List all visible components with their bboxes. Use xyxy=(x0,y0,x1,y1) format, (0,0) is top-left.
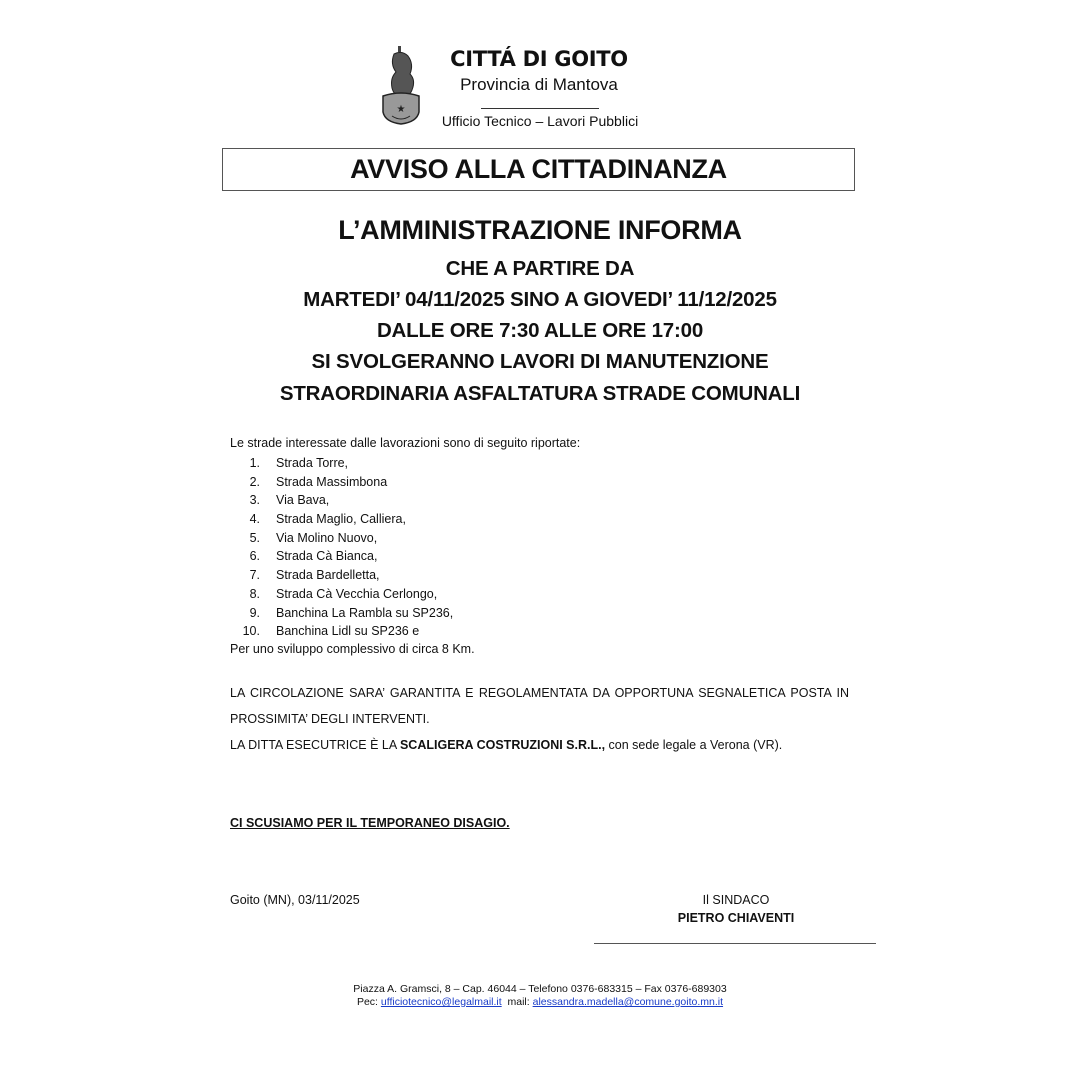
street-item xyxy=(230,604,453,623)
company-name: SCALIGERA COSTRUZIONI S.R.L., xyxy=(399,738,606,752)
street-item xyxy=(230,585,453,604)
street-number: 7. xyxy=(249,568,260,583)
street-item xyxy=(230,566,453,585)
street-name: Banchina La Rambla su SP236, xyxy=(276,605,454,620)
street-item xyxy=(230,547,453,566)
street-name: Strada Cà Bianca, xyxy=(276,549,378,564)
street-number: 1. xyxy=(249,456,260,470)
mail-email-link[interactable]: alessandra.madella@comune.goito.mn.it xyxy=(532,996,724,1008)
signature-role: Il SINDACO xyxy=(702,893,770,907)
street-item xyxy=(230,622,453,641)
street-name: Strada Torre, xyxy=(276,456,349,470)
street-name: Via Molino Nuovo, xyxy=(276,530,378,545)
headline-dates: MARTEDI’ 04/11/2025 SINO A GIOVEDI’ 11/12/2025 xyxy=(303,288,777,311)
headline-line: STRAORDINARIA ASFALTATURA STRADE COMUNALI xyxy=(279,382,801,405)
street-number: 5. xyxy=(249,530,260,545)
pec-email-link[interactable]: ufficiotecnico@legalmail.it xyxy=(380,996,502,1008)
notice-title-box xyxy=(222,148,855,191)
street-number: 8. xyxy=(249,586,260,601)
footer-contacts xyxy=(0,996,1080,1008)
signature-line xyxy=(594,943,876,944)
headline-line: SI SVOLGERANNO LAVORI DI MANUTENZIONE xyxy=(311,350,769,373)
street-number: 2. xyxy=(249,474,260,489)
headline-hours: DALLE ORE 7:30 ALLE ORE 17:00 xyxy=(376,319,704,342)
headline-main: L’AMMINISTRAZIONE INFORMA xyxy=(338,215,742,245)
apology: CI SCUSIAMO PER IL TEMPORANEO DISAGIO. xyxy=(230,816,510,830)
street-number: 10. xyxy=(242,624,260,639)
office-name: Ufficio Tecnico – Lavori Pubblici xyxy=(441,113,639,129)
header-divider xyxy=(481,108,599,109)
company-notice xyxy=(230,738,782,752)
street-name: Strada Bardelletta, xyxy=(276,568,380,583)
province-name: Provincia di Mantova xyxy=(460,75,618,94)
mail-label: mail: xyxy=(507,996,533,1008)
street-item xyxy=(230,529,453,548)
place-date: Goito (MN), 03/11/2025 xyxy=(230,893,360,907)
traffic-notice-line1: LA CIRCOLAZIONE SARA’ GARANTITA E REGOLAMENTATA DA OPPORTUNA SEGNALETICA POSTA IN xyxy=(230,686,849,700)
street-number: 6. xyxy=(249,549,260,564)
total-length: Per uno sviluppo complessivo di circa 8 Km. xyxy=(230,642,475,656)
street-number: 3. xyxy=(249,493,260,508)
pec-label: Pec: xyxy=(356,996,381,1008)
svg-text:★: ★ xyxy=(396,104,406,115)
street-name: Strada Massimbona xyxy=(276,474,388,489)
street-item xyxy=(230,473,453,492)
street-name: Banchina Lidl su SP236 e xyxy=(276,624,420,639)
footer-address: Piazza A. Gramsci, 8 – Cap. 46044 – Telefono 0376-683315 – Fax 0376-689303 xyxy=(353,983,727,995)
street-item xyxy=(230,454,453,473)
company-prefix: LA DITTA ESECUTRICE È LA xyxy=(230,738,400,752)
street-name: Via Bava, xyxy=(276,493,330,508)
company-suffix: con sede legale a Verona (VR). xyxy=(605,738,783,752)
street-item xyxy=(230,510,453,529)
street-list xyxy=(230,454,453,641)
street-item xyxy=(230,491,453,510)
streets-intro: Le strade interessate dalle lavorazioni sono di seguito riportate: xyxy=(230,436,581,450)
street-number: 4. xyxy=(249,512,260,527)
notice-title: AVVISO ALLA CITTADINANZA xyxy=(350,154,727,184)
coat-of-arms-logo xyxy=(380,44,422,126)
street-name: Strada Cà Vecchia Cerlongo, xyxy=(276,586,438,601)
street-name: Strada Maglio, Calliera, xyxy=(276,512,406,527)
headline-line: CHE A PARTIRE DA xyxy=(445,257,635,280)
street-number: 9. xyxy=(249,605,260,620)
traffic-notice-line2: PROSSIMITA’ DEGLI INTERVENTI. xyxy=(230,712,430,726)
signature-name: PIETRO CHIAVENTI xyxy=(677,911,795,925)
city-name: CITTÁ DI GOITO xyxy=(450,47,628,71)
